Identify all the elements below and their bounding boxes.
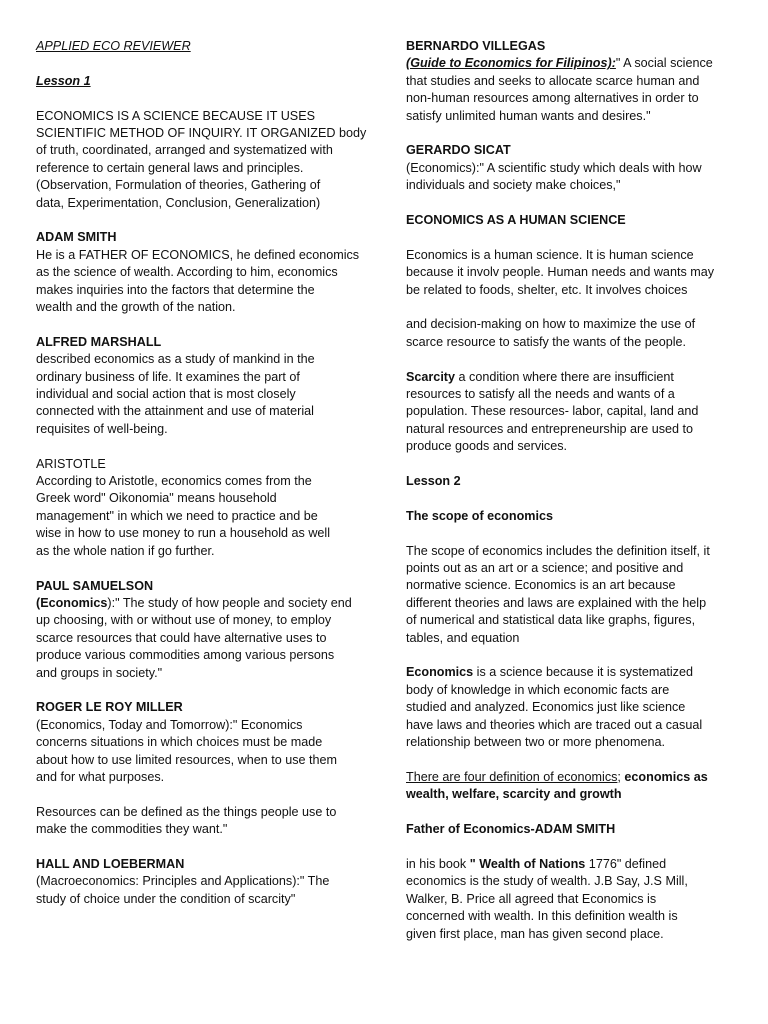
spacer xyxy=(406,229,742,246)
text-line: satisfy unlimited human wants and desires." xyxy=(406,108,651,123)
text-line: SCIENTIFIC METHOD OF INQUIRY. IT ORGANIZED body xyxy=(36,126,367,140)
economics-science-paragraph xyxy=(406,664,742,751)
text-line: described economics as a study of mankind in the xyxy=(36,352,315,367)
text-line: and for what purposes. xyxy=(36,769,165,784)
spacer xyxy=(406,804,742,821)
text-line: given first place, man has given second place. xyxy=(406,926,664,941)
spacer xyxy=(36,438,366,455)
adam-smith-heading: ADAM SMITH xyxy=(36,230,117,245)
text-line: data, Experimentation, Conclusion, Generalization) xyxy=(36,195,321,210)
text-fragment: ):" The study of how people and society end xyxy=(107,595,352,610)
roger-miller-paragraph xyxy=(36,717,366,787)
text-line: economics is the study of wealth. J.B Say, J.S Mill, xyxy=(406,874,688,889)
text-fragment: 1776" defined xyxy=(585,856,667,871)
text-line: reference to certain general laws and principles. xyxy=(36,160,304,175)
text-line: Resources can be defined as the things people use to xyxy=(36,804,337,819)
text-line: produce goods and services. xyxy=(406,439,568,454)
text-line: up choosing, with or without use of money, to employ xyxy=(36,613,332,628)
spacer xyxy=(36,212,366,229)
intro-paragraph xyxy=(36,108,366,212)
spacer xyxy=(36,560,366,577)
text-line: of numerical and statistical data like graphs, figures, xyxy=(406,613,696,628)
spacer xyxy=(36,90,366,107)
gerardo-sicat-paragraph xyxy=(406,160,742,195)
text-line: Greek word" Oikonomia" means household xyxy=(36,491,277,506)
four-definitions-paragraph xyxy=(406,769,742,804)
spacer xyxy=(406,456,742,473)
text-line: ECONOMICS IS A SCIENCE BECAUSE IT USES xyxy=(36,108,315,123)
text-line: as the whole nation if go further. xyxy=(36,543,215,558)
scope-heading: The scope of economics xyxy=(406,508,553,523)
text-line: makes inquiries into the factors that determine the xyxy=(36,282,315,297)
text-line: (Economics, Today and Tomorrow):" Economics xyxy=(36,717,303,732)
text-line: requisites of well-being. xyxy=(36,421,168,436)
spacer xyxy=(36,55,366,72)
text-line: as the science of wealth. According to him, economics xyxy=(36,265,338,280)
spacer xyxy=(406,647,742,664)
text-fragment: a condition where there are insufficient xyxy=(455,369,674,384)
text-line: (Economics):" A scientific study which deals with how xyxy=(406,160,702,175)
bernardo-villegas-heading: BERNARDO VILLEGAS xyxy=(406,39,546,53)
bold-text: economics as xyxy=(624,769,708,784)
spacer xyxy=(406,299,742,316)
bernardo-villegas-paragraph xyxy=(406,55,742,125)
spacer xyxy=(36,786,366,803)
spacer xyxy=(36,839,366,856)
spacer xyxy=(406,351,742,368)
spacer xyxy=(36,316,366,333)
text-fragment: ; xyxy=(617,769,625,784)
text-line: According to Aristotle, economics comes from the xyxy=(36,474,312,489)
alfred-marshall-heading: ALFRED MARSHALL xyxy=(36,334,162,349)
text-fragment: " A social science xyxy=(615,56,713,71)
scope-paragraph xyxy=(406,543,742,647)
text-line: (Macroeconomics: Principles and Applications):" The xyxy=(36,874,330,889)
alfred-marshall-paragraph xyxy=(36,351,366,438)
hall-loeberman-heading: HALL AND LOEBERMAN xyxy=(36,856,185,871)
text-line: study of choice under the condition of scarcity" xyxy=(36,891,296,906)
text-line: ordinary business of life. It examines the part of xyxy=(36,369,300,384)
text-line xyxy=(406,769,742,786)
text-line xyxy=(406,664,742,681)
text-line: concerned with wealth. In this definition wealth is xyxy=(406,909,678,924)
paul-samuelson-paragraph xyxy=(36,595,366,682)
human-science-heading: ECONOMICS AS A HUMAN SCIENCE xyxy=(406,213,626,228)
text-line: normative science. Economics is an art because xyxy=(406,578,676,593)
term: Scarcity xyxy=(406,369,456,384)
gerardo-sicat-heading: GERARDO SICAT xyxy=(406,143,511,158)
text-line: have laws and theories which are traced out a casual xyxy=(406,717,703,732)
text-line: and groups in society." xyxy=(36,665,163,680)
adam-smith-paragraph xyxy=(36,247,366,317)
decision-making-paragraph xyxy=(406,316,742,351)
text-line: (Observation, Formulation of theories, Gathering of xyxy=(36,178,321,193)
text-line: different theories and laws are explained with the help xyxy=(406,595,707,610)
text-line: of truth, coordinated, arranged and systematized with xyxy=(36,143,333,158)
text-line: management" in which we need to practice and be xyxy=(36,508,318,523)
text-line: tables, and equation xyxy=(406,630,520,645)
spacer xyxy=(36,682,366,699)
right-column xyxy=(406,38,742,943)
left-column xyxy=(36,38,366,908)
text-line xyxy=(36,595,366,612)
underlined-text: There are four definition of economics xyxy=(406,769,618,784)
paul-samuelson-heading: PAUL SAMUELSON xyxy=(36,578,154,593)
text-line: and decision-making on how to maximize the use of xyxy=(406,317,696,332)
text-line: scarce resource to satisfy the wants of the people. xyxy=(406,334,687,349)
text-line: wealth and the growth of the nation. xyxy=(36,300,236,315)
text-line: make the commodities they want." xyxy=(36,822,228,837)
text-line: scarce resources that could have alternative uses to xyxy=(36,630,327,645)
wealth-of-nations-paragraph xyxy=(406,856,742,943)
lesson-1-heading: Lesson 1 xyxy=(36,73,91,88)
aristotle-heading: ARISTOTLE xyxy=(36,456,106,471)
spacer xyxy=(406,125,742,142)
text-line: wise in how to use money to run a household as well xyxy=(36,526,331,541)
book-title: (Guide to Economics for Filipinos): xyxy=(406,56,616,71)
father-of-economics-heading: Father of Economics-ADAM SMITH xyxy=(406,822,616,837)
text-fragment: in his book xyxy=(406,856,470,871)
document-title: APPLIED ECO REVIEWER xyxy=(36,39,191,53)
text-line: be related to foods, shelter, etc. It involves choices xyxy=(406,282,688,297)
text-line: produce various commodities among various persons xyxy=(36,648,335,663)
text-line: individuals and society make choices," xyxy=(406,178,621,193)
text-line: population. These resources- labor, capital, land and xyxy=(406,404,699,419)
text-line: wealth, welfare, scarcity and growth xyxy=(406,787,622,802)
aristotle-paragraph xyxy=(36,473,366,560)
human-science-paragraph xyxy=(406,247,742,299)
text-line: because it involv people. Human needs and wants may xyxy=(406,265,715,280)
text-line: connected with the attainment and use of material xyxy=(36,404,314,419)
text-line: resources to satisfy all the needs and wants of a xyxy=(406,387,675,402)
text-line xyxy=(406,55,742,72)
text-line: about how to use limited resources, when to use them xyxy=(36,752,338,767)
text-line: natural resources and entrepreneurship are used to xyxy=(406,421,694,436)
resources-paragraph xyxy=(36,804,366,839)
scarcity-paragraph xyxy=(406,369,742,456)
spacer xyxy=(406,490,742,507)
text-line: points out as an art or a science; and positive and xyxy=(406,561,684,576)
text-line xyxy=(406,856,742,873)
text-line: Economics is a human science. It is human science xyxy=(406,247,694,262)
term: Economics xyxy=(406,665,474,680)
text-line xyxy=(406,369,742,386)
spacer xyxy=(406,839,742,856)
book-title: (Economics xyxy=(36,595,108,610)
roger-miller-heading: ROGER LE ROY MILLER xyxy=(36,700,183,715)
spacer xyxy=(406,525,742,542)
spacer xyxy=(406,752,742,769)
hall-loeberman-paragraph xyxy=(36,873,366,908)
text-line: relationship between two or more phenomena. xyxy=(406,735,666,750)
text-line: individual and social action that is most closely xyxy=(36,387,296,402)
text-line: concerns situations in which choices must be made xyxy=(36,735,323,750)
text-line: body of knowledge in which economic facts are xyxy=(406,682,670,697)
spacer xyxy=(406,195,742,212)
text-line: He is a FATHER OF ECONOMICS, he defined economics xyxy=(36,247,360,262)
text-fragment: is a science because it is systematized xyxy=(473,665,693,680)
text-line: that studies and seeks to allocate scarce human and xyxy=(406,73,700,88)
text-line: studied and analyzed. Economics just like science xyxy=(406,700,686,715)
text-line: non-human resources among alternatives in order to xyxy=(406,91,699,106)
book-title: " Wealth of Nations xyxy=(469,856,586,871)
lesson-2-heading: Lesson 2 xyxy=(406,474,461,489)
text-line: The scope of economics includes the definition itself, it xyxy=(406,543,710,558)
text-line: Walker, B. Price all agreed that Economics is xyxy=(406,891,657,906)
